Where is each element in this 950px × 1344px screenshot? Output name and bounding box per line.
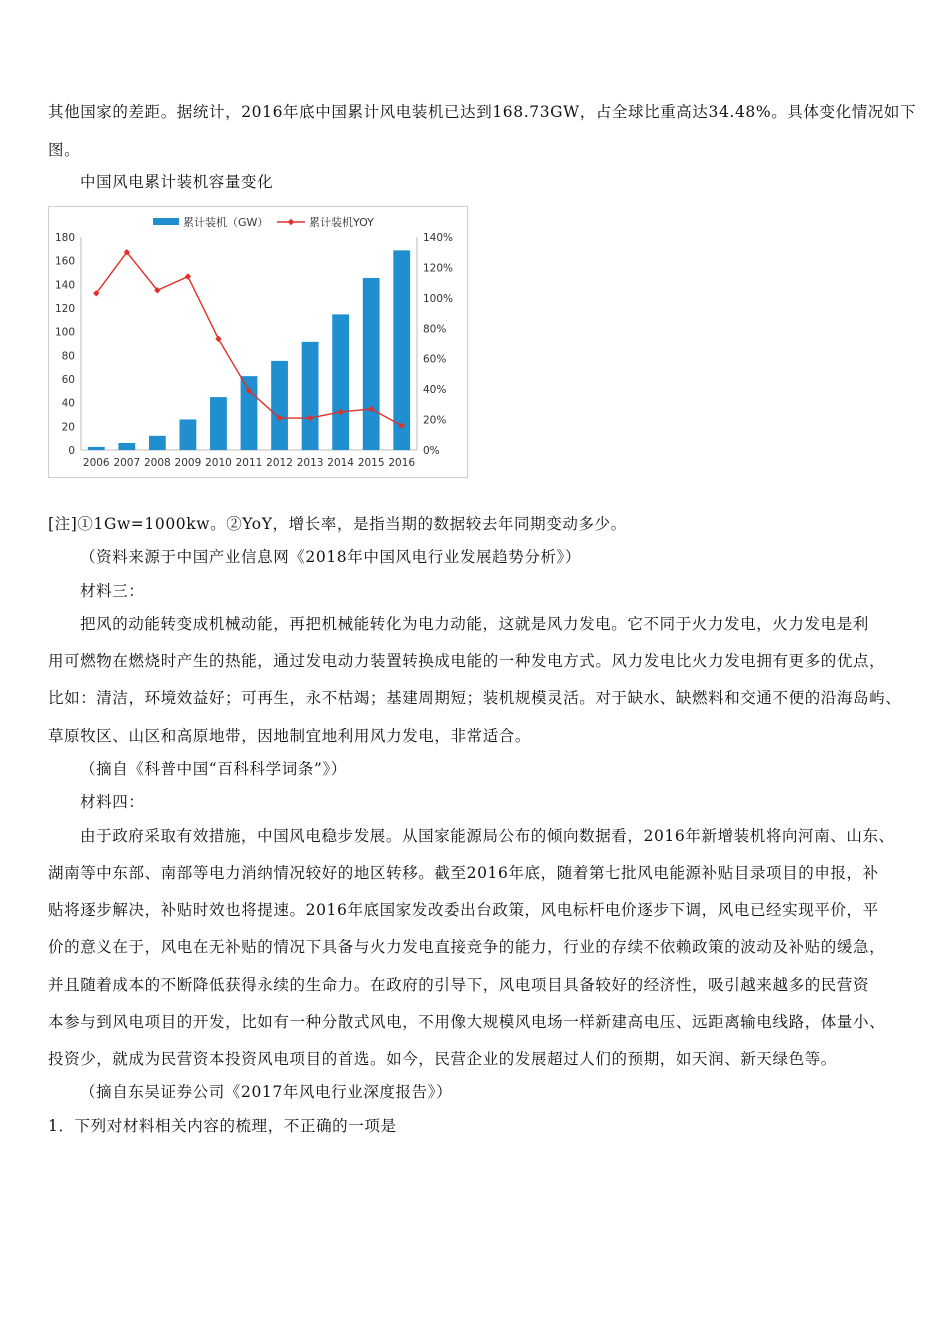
x-tick-label: 2009 [174,457,202,469]
paragraph-line: 用可燃物在燃烧时产生的热能，通过发电动力装置转换成电能的一种发电方式。风力发电比火力发电拥有更多的优点， [48,652,886,670]
left-tick-label: 0 [68,445,75,457]
question-1: 1．下列对材料相关内容的梳理，不正确的一项是 [48,1117,397,1135]
x-tick-label: 2010 [205,457,232,469]
x-tick-label: 2014 [327,457,355,469]
chart-caption: 中国风电累计装机容量变化 [80,173,274,191]
x-tick-label: 2008 [143,457,171,469]
bar-2016 [393,250,410,450]
left-tick-label: 80 [61,350,75,363]
right-tick-label: 60% [423,353,447,366]
legend-line-marker [288,219,294,225]
wind-capacity-chart [48,206,468,478]
paragraph-line: 湖南等中东部、南部等电力消纳情况较好的地区转移。截至2016年底，随着第七批风电能源补贴目录项目的申报，补 [48,864,879,882]
paragraph-line: 图。 [48,141,81,159]
x-tick-label: 2013 [296,457,324,469]
x-tick-label: 2011 [235,457,263,469]
paragraph-line: 本参与到风电项目的开发，比如有一种分散式风电，不用像大规模风电场一样新建高电压、远距离输电线路，体量小、 [48,1013,886,1031]
right-tick-label: 100% [423,292,454,305]
yoy-point-2009 [185,273,191,279]
left-tick-label: 100 [54,326,75,339]
paragraph-line: 并且随着成本的不断降低获得永续的生命力。在政府的引导下，风电项目具备较好的经济性，吸引越来越多的民营资 [48,976,870,994]
paragraph-line: 其他国家的差距。据统计，2016年底中国累计风电装机已达到168.73GW，占全球比重高达34.48%。具体变化情况如下 [48,103,917,121]
paragraph-line: 草原牧区、山区和高原地带，因地制宜地利用风力发电，非常适合。 [48,727,532,745]
bar-2009 [180,419,197,450]
bar-2013 [302,342,319,450]
material-title: 材料三： [80,582,145,600]
left-tick-label: 120 [54,303,75,315]
legend-bar-swatch [153,218,179,225]
paragraph-line: 贴将逐步解决，补贴时效也将提速。2016年底国家发改委出台政策，风电标杆电价逐步下调，风电已经实现平价，平 [48,901,879,919]
left-tick-label: 60 [61,374,75,386]
right-tick-label: 140% [423,232,454,244]
chart-note: [注]①1Gw=1000kw。②YoY，增长率，是指当期的数据较去年同期变动多少。 [48,515,627,533]
right-tick-label: 80% [423,323,447,336]
left-tick-label: 40 [61,397,75,410]
bar-2007 [118,443,135,450]
bar-2014 [332,314,349,450]
bar-2012 [271,361,288,450]
source-citation: （摘自《科普中国“百科科学词条”》） [80,760,347,778]
x-tick-label: 2015 [357,457,385,469]
chart-svg [49,207,467,477]
right-tick-label: 40% [423,384,447,397]
paragraph-line: 价的意义在于，风电在无补贴的情况下具备与火力发电直接竞争的能力，行业的存续不依赖政策的波动及补贴的缓急， [48,938,886,956]
x-tick-label: 2012 [266,457,293,469]
right-tick-label: 0% [423,445,440,457]
bar-2008 [149,436,166,450]
left-tick-label: 160 [54,255,75,268]
x-tick-label: 2016 [388,457,416,469]
yoy-point-2010 [215,336,221,342]
paragraph-line: 由于政府采取有效措施，中国风电稳步发展。从国家能源局公布的倾向数据看，2016年新增装机将向河南、山东、 [80,827,895,845]
x-tick-label: 2007 [113,457,141,469]
bar-2011 [241,376,258,450]
left-tick-label: 140 [54,279,75,292]
bar-2010 [210,397,227,450]
right-tick-label: 120% [423,262,454,275]
x-tick-label: 2006 [82,457,110,469]
source-citation: （资料来源于中国产业信息网《2018年中国风电行业发展趋势分析》） [80,548,581,566]
left-tick-label: 180 [54,232,75,244]
paragraph-line: 把风的动能转变成机械动能，再把机械能转化为电力动能，这就是风力发电。它不同于火力发电，火力发电是利 [80,615,869,633]
material-title: 材料四： [80,793,145,811]
legend-line-label: 累计装机YOY [309,216,374,229]
bar-2006 [88,447,105,450]
bar-2015 [363,278,380,450]
source-citation: （摘自东吴证券公司《2017年风电行业深度报告》） [80,1083,453,1101]
left-tick-label: 20 [61,421,75,434]
right-tick-label: 20% [423,414,447,427]
paragraph-line: 投资少，就成为民营资本投资风电项目的首选。如今，民营企业的发展超过人们的预期，如天润、新天绿色等。 [48,1050,837,1068]
paragraph-line: 比如：清洁，环境效益好；可再生，永不枯竭；基建周期短；装机规模灵活。对于缺水、缺燃料和交通不便的沿海岛屿、 [48,689,902,707]
legend-bar-label: 累计装机（GW） [183,216,269,229]
